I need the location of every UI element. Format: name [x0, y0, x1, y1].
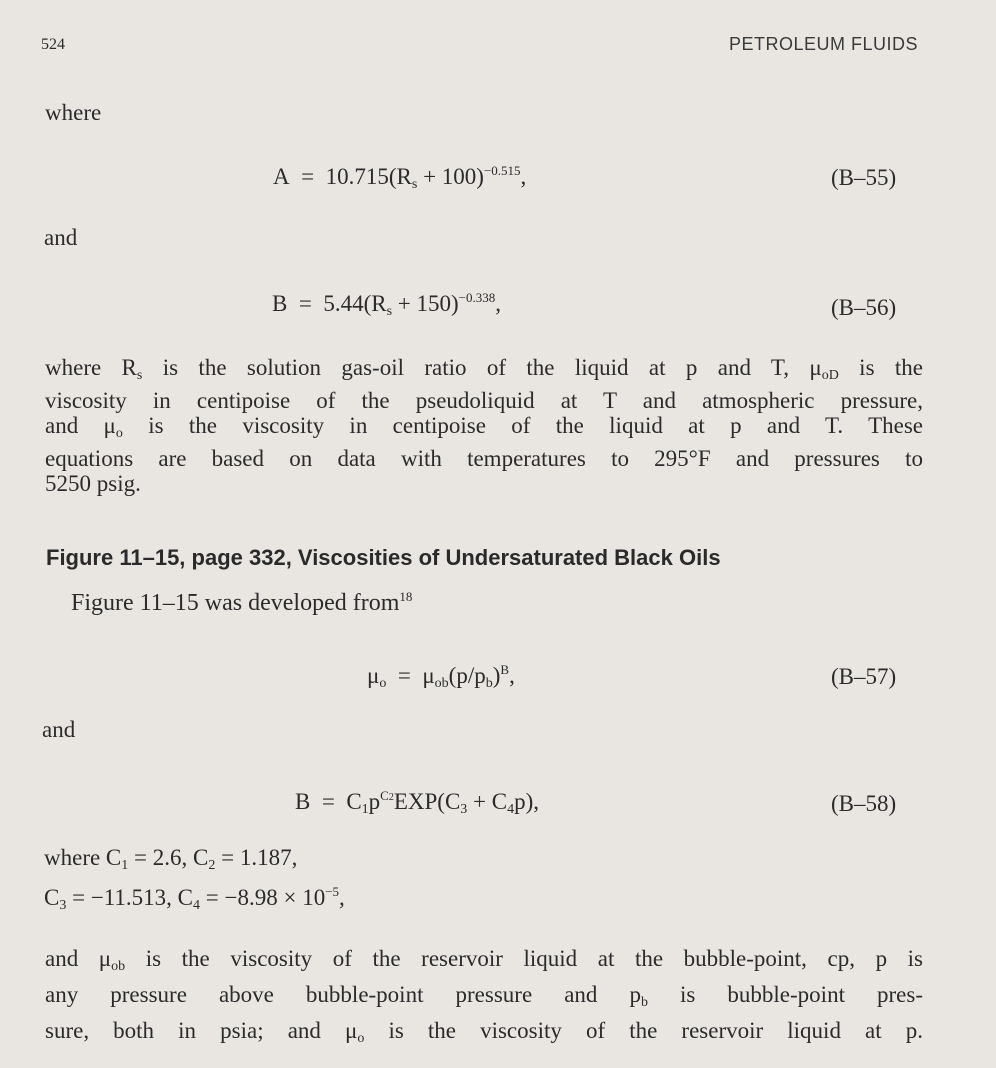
paragraph-line: where $R_s$ is the solution gas-oil ratio of the liquid at p and T, $\mu_{oD}$ is the [45, 355, 923, 383]
equation-b55: $A = 10.715(R_s + 100)^{-0.515}$, [273, 163, 527, 192]
running-title: PETROLEUM FLUIDS [728, 34, 918, 54]
and-label: and [42, 717, 76, 742]
paragraph-line: sure, both in psia; and $\mu_o$ is the viscosity of the reservoir liquid at p. [45, 1018, 923, 1046]
paragraph-definitions [45, 355, 923, 496]
paragraph-bubble-point [45, 945, 923, 1053]
constants-line: $C_3 = -11.513$, $C_4 = -8.98 \times 10^{-5}$, [44, 884, 345, 913]
equation-b56: $B = 5.44(R_s + 150)^{-0.338}$, [272, 290, 502, 319]
paragraph-line: equations are based on data with temperatures to 295°F and pressures to [45, 446, 923, 471]
equation-number-b55: (B–55) [831, 165, 897, 190]
equation-b58: $B = C_1p^{C2}EXP(C_3 + C_4p)$, [295, 788, 540, 817]
section-heading: Figure 11–15, page 332, Viscosities of Undersaturated Black Oils [46, 545, 721, 570]
paragraph-line: viscosity in centipoise of the pseudoliquid at T and atmospheric pressure, [45, 388, 923, 413]
constants-line: where $C_1 = 2.6$, $C_2 = 1.187$, [44, 845, 298, 873]
figure-intro: Figure 11–15 was developed from$^{18}$ [71, 589, 413, 616]
equation-b57: $\mu_o = \mu_{ob}(p/p_b)^B$, [367, 662, 515, 691]
and-label: and [44, 225, 78, 250]
paragraph-line: 5250 psig. [45, 471, 141, 496]
constants-block [44, 845, 345, 919]
equation-number-b58: (B–58) [831, 791, 897, 816]
paragraph-line: and $\mu_{ob}$ is the viscosity of the reservoir liquid at the bubble-point, cp, p is [45, 946, 923, 974]
equation-number-b56: (B–56) [831, 295, 897, 320]
paragraph-line: any pressure above bubble-point pressure and $p_b$ is bubble-point pres- [45, 982, 923, 1010]
equation-number-b57: (B–57) [831, 664, 897, 689]
page-number: 524 [41, 36, 65, 53]
paragraph-line: and $\mu_o$ is the viscosity in centipoise of the liquid at p and T. These [45, 413, 923, 441]
where-label: where [45, 100, 102, 125]
